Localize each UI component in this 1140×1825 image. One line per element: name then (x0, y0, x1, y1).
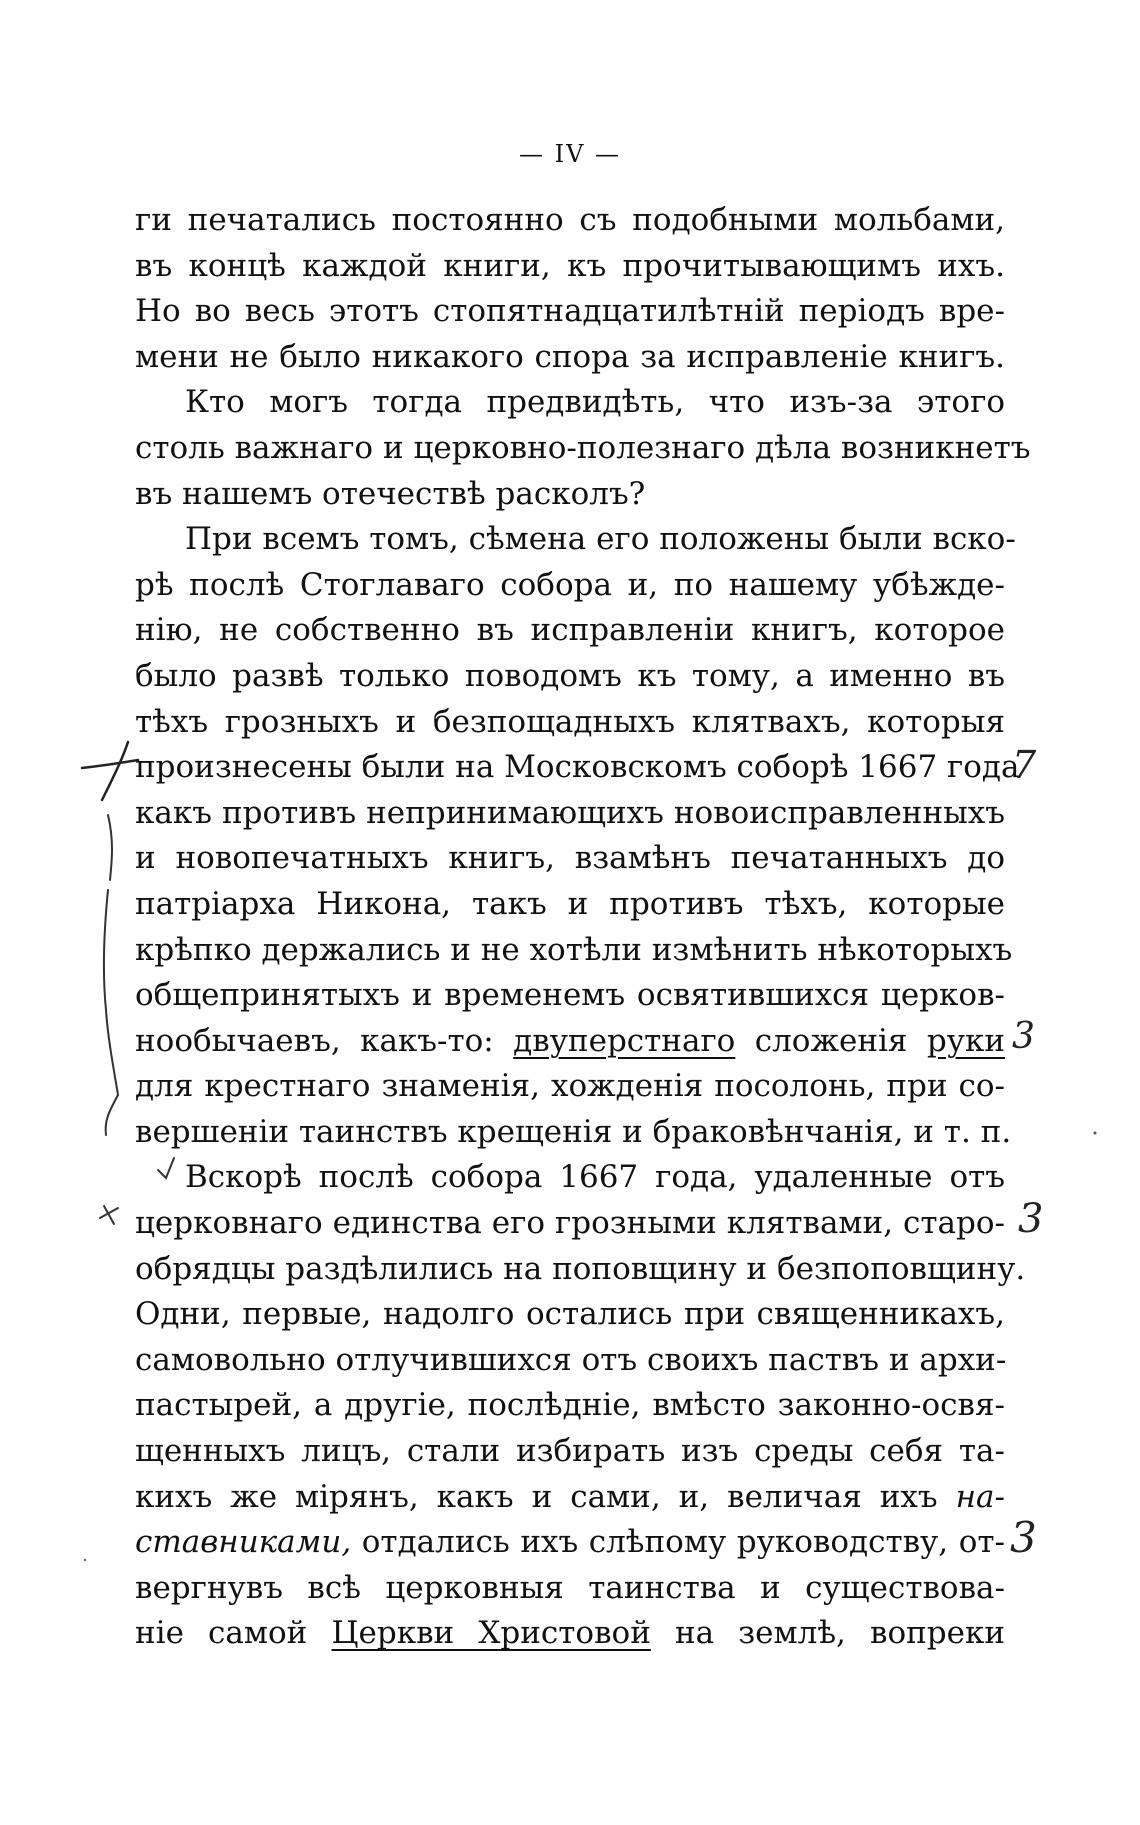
ink-speck (84, 1559, 86, 1561)
text-line: самовольно отлучившихся отъ своихъ паствъ и архи- (135, 1341, 1007, 1378)
underlined-phrase: Церкви Христовой (331, 1615, 651, 1652)
underlined-word: руки (926, 1022, 1005, 1059)
body-text (135, 198, 1031, 1657)
text-line: и новопечатныхъ книгъ, взамѣнъ печатанныхъ до (135, 840, 1005, 877)
text-line: При всемъ томъ, сѣмена его положены были вско- (185, 521, 1016, 558)
text-line: тѣхъ грозныхъ и безпощадныхъ клятвахъ, которыя (135, 703, 1005, 740)
text-line-underlined (135, 1611, 1005, 1657)
text-fragment: на землѣ, вопреки (675, 1615, 1006, 1652)
underlined-word: двуперстнаго (513, 1022, 736, 1059)
margin-number: 7 (1012, 743, 1037, 787)
text-line: для крестнаго знаменія, хожденія посолонь, при со- (135, 1068, 1005, 1105)
text-line: церковнаго единства его грозными клятвами, старо- (135, 1205, 1005, 1242)
text-line-italic-end (135, 1475, 1005, 1521)
text-fragment: ніе самой (135, 1615, 308, 1652)
text-line: пастырей, а другіе, послѣдніе, вмѣсто законно-освя- (135, 1387, 1005, 1424)
italic-word: на- (955, 1478, 1005, 1515)
text-line: было развѣ только поводомъ къ тому, а именно въ (135, 657, 1005, 694)
text-line: въ концѣ каждой книги, къ прочитывающимъ ихъ. (135, 247, 1005, 284)
text-line: нію, не собственно въ исправленіи книгъ, которое (135, 612, 1005, 649)
text-fragment: кихъ же мірянъ, какъ и сами, и, величая ихъ (135, 1478, 938, 1515)
text-line-italic-start (135, 1520, 1005, 1566)
text-line: произнесены были на Московскомъ соборѣ 1667 года (135, 749, 1020, 786)
margin-number: 3 (1012, 1016, 1035, 1057)
text-line: общепринятыхъ и временемъ освятившихся церков- (135, 977, 1005, 1014)
text-line: мени не было никакого спора за исправленіе книгъ. (135, 338, 1005, 375)
text-line: рѣ послѣ Стоглаваго собора и, по нашему убѣжде- (135, 566, 1005, 603)
page-number: — IV — (518, 140, 622, 168)
margin-small-cross (100, 1206, 118, 1224)
text-line: ги печатались постоянно съ подобными мольбами, (135, 202, 1005, 238)
text-line: вершеніи таинствъ крещенія и браковѣнчанія, и т. п. (135, 1113, 1012, 1150)
text-line: какъ противъ непринимающихъ новоисправленныхъ (135, 794, 1005, 831)
text-fragment: нообычаевъ, какъ-то: (135, 1022, 494, 1059)
text-line-underlined (135, 1019, 1005, 1065)
margin-bracket (104, 815, 118, 1135)
text-fragment: отдались ихъ слѣпому руководству, от- (361, 1524, 1005, 1561)
text-line: Кто могъ тогда предвидѣть, что изъ-за этого (185, 384, 1005, 421)
margin-number: 3 (1010, 1513, 1037, 1562)
ink-speck (1094, 1132, 1097, 1135)
text-fragment: сложенія (754, 1022, 908, 1059)
text-line: вергнувъ всѣ церковныя таинства и существова- (135, 1569, 1005, 1606)
text-line: Одни, первые, надолго остались при священникахъ, (135, 1296, 1005, 1333)
text-line: Но во весь этотъ стопятнадцатилѣтній періодъ вре- (135, 293, 1005, 330)
text-line: въ нашемъ отечествѣ расколъ? (135, 475, 646, 512)
text-line: обрядцы раздѣлились на поповщину и безпоповщину. (135, 1250, 1026, 1287)
text-line: столь важнаго и церковно-полезнаго дѣла возникнетъ (135, 429, 1031, 466)
margin-number: 3 (1018, 1196, 1044, 1242)
text-line: крѣпко держались и не хотѣли измѣнить нѣкоторыхъ (135, 931, 1013, 968)
text-line: Вскорѣ послѣ собора 1667 года, удаленные отъ (185, 1159, 1005, 1196)
text-line: щенныхъ лицъ, стали избирать изъ среды себя та- (135, 1433, 1005, 1470)
italic-word: ставниками, (135, 1524, 352, 1561)
margin-cross-mark (82, 742, 138, 800)
text-line: патріарха Никона, такъ и противъ тѣхъ, которые (135, 885, 1005, 922)
